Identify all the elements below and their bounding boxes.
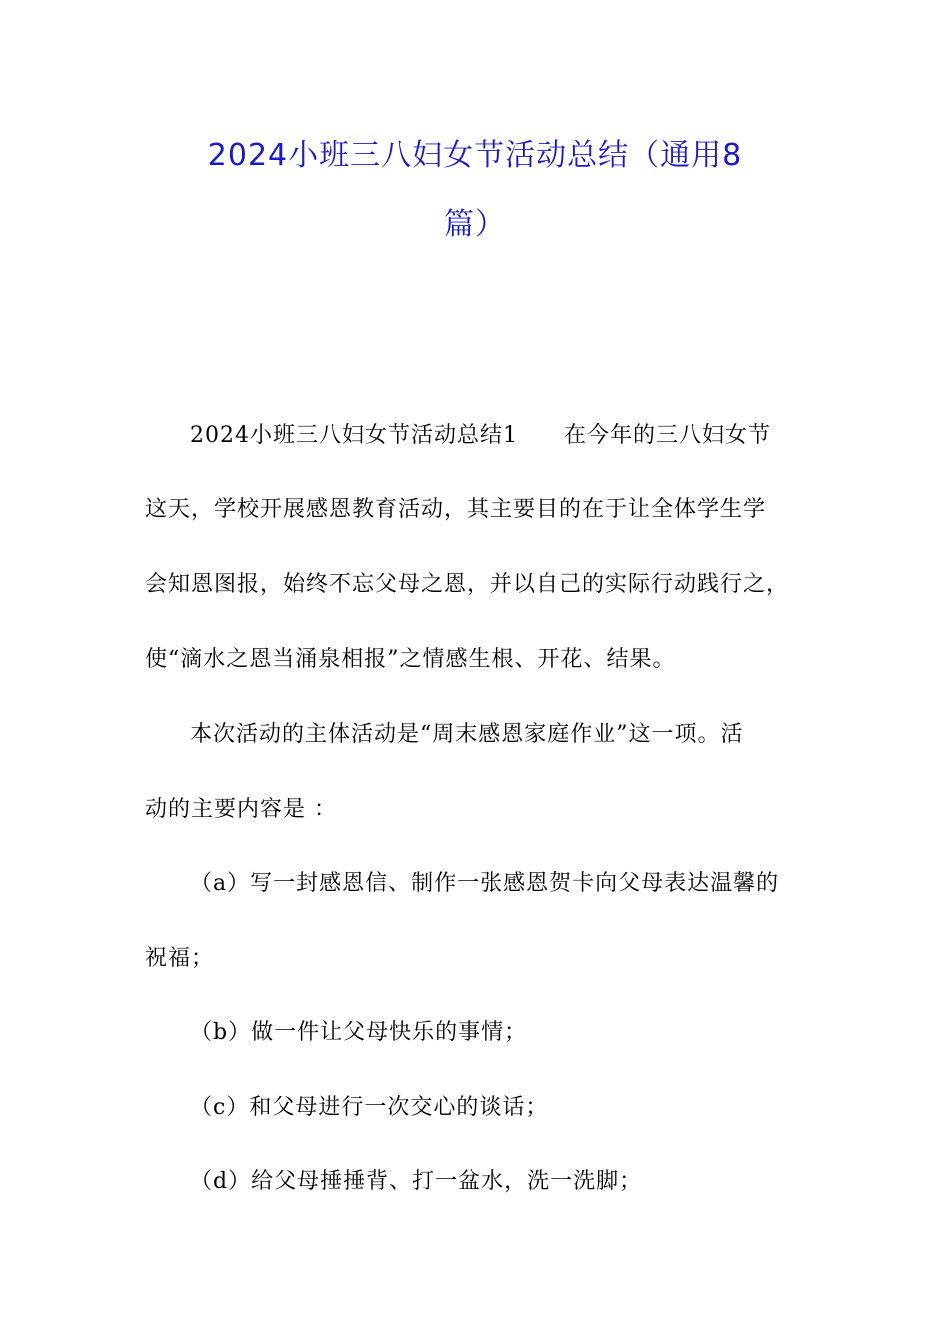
document-title-line1: 2024小班三八妇女节活动总结（通用8 (207, 138, 743, 173)
list-item-d: （d）给父母捶捶背、打一盆水，洗一洗脚； (190, 1169, 643, 1194)
paragraph1-line3: 会知恩图报，始终不忘父母之恩，并以自己的实际行动践行之， (145, 572, 790, 597)
paragraph1-first-line (190, 421, 771, 451)
section-heading: 2024小班三八妇女节活动总结1 (190, 423, 518, 448)
paragraph2-line2: 动的主要内容是 ： (145, 797, 337, 822)
paragraph2-line1: 本次活动的主体活动是“周末感恩家庭作业”这一项。活 (190, 722, 744, 747)
paragraph1-line2: 这天，学校开展感恩教育活动，其主要目的在于让全体学生学 (145, 497, 767, 522)
list-item-c: （c）和父母进行一次交心的谈话； (190, 1095, 549, 1120)
list-item-b: （b）做一件让父母快乐的事情； (190, 1020, 528, 1045)
paragraph1-line4: 使“滴水之恩当涌泉相报”之情感生根、开花、结果。 (145, 647, 676, 672)
paragraph1-text-start: 在今年的三八妇女节 (564, 423, 772, 448)
list-item-a-line1: （a）写一封感恩信、制作一张感恩贺卡向父母表达温馨的 (190, 871, 780, 896)
document-title-line2: 篇） (444, 207, 506, 242)
list-item-a-line2: 祝福； (145, 946, 215, 971)
